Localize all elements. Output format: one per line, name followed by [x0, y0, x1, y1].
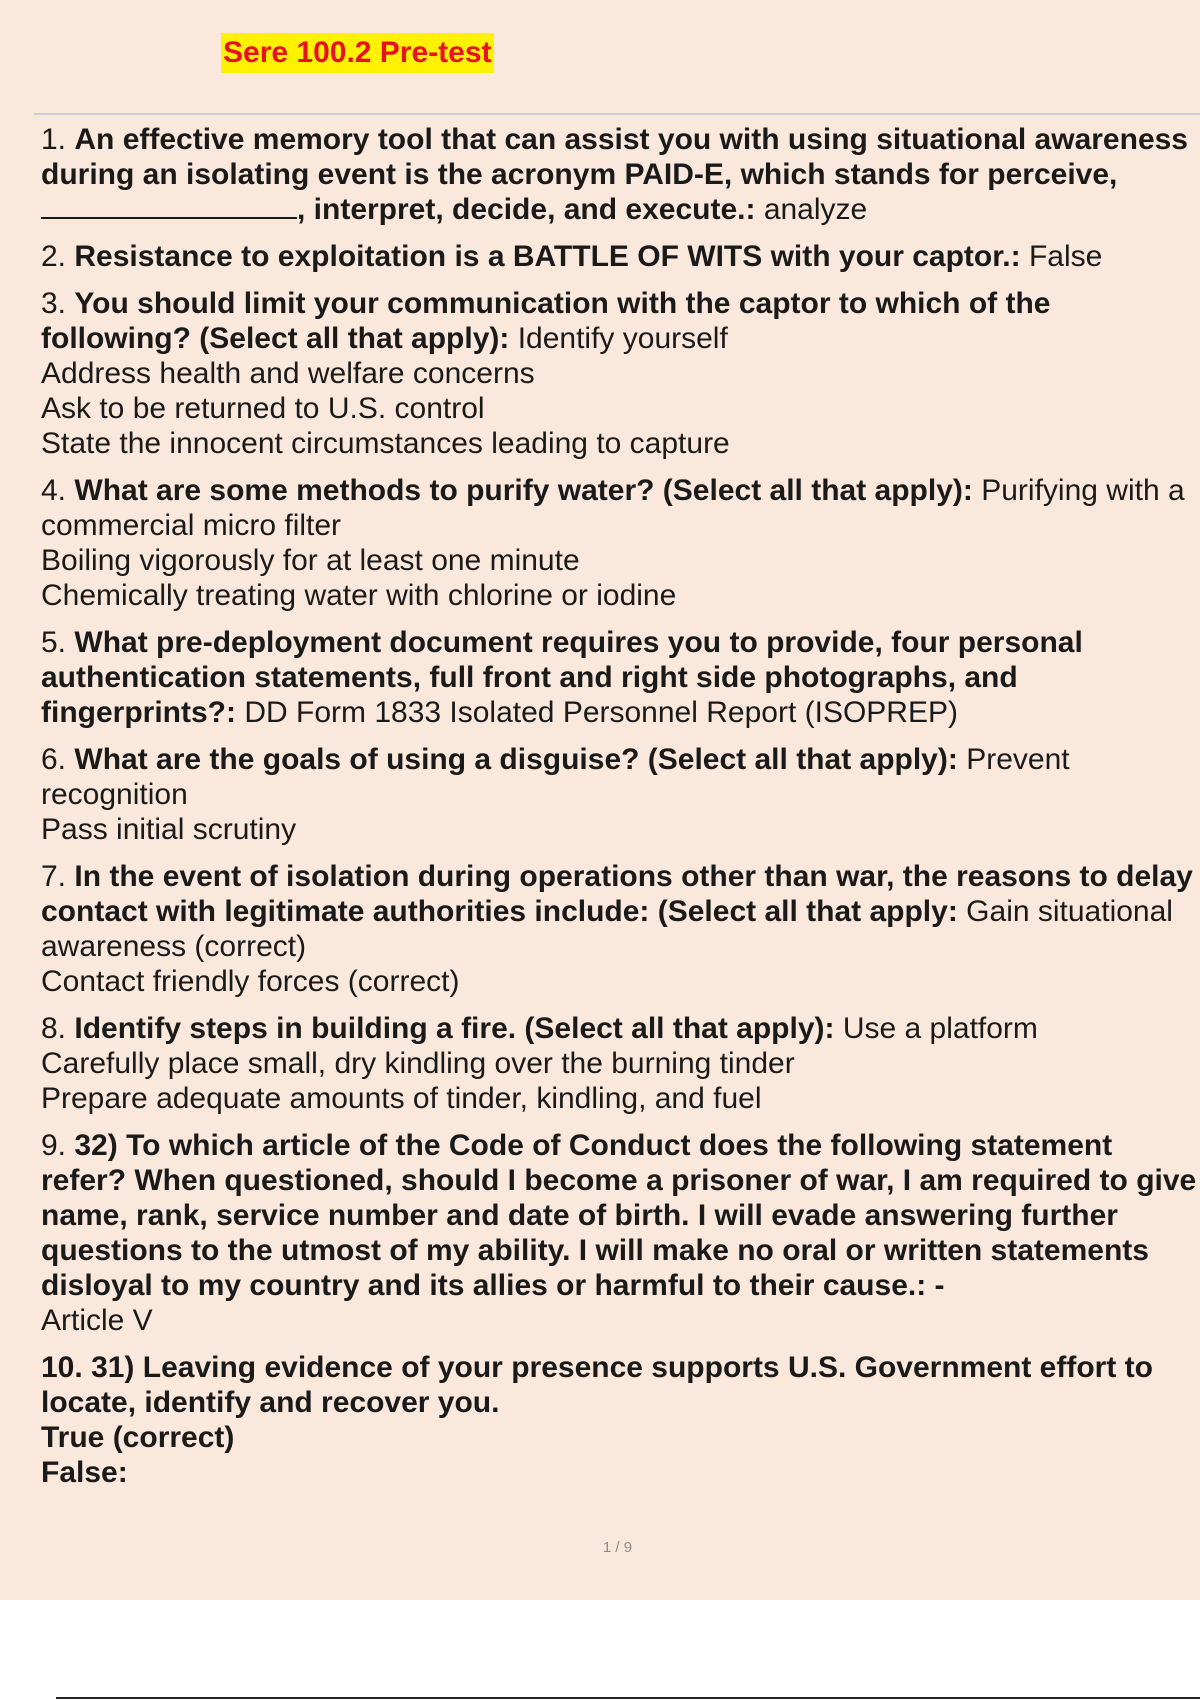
question-item-6	[41, 742, 1197, 847]
question-item-2	[41, 239, 1197, 274]
answer-line: Ask to be returned to U.S. control	[41, 392, 485, 425]
question-text: Resistance to exploitation is a BATTLE OF WITS with your captor.:	[74, 240, 1021, 273]
question-number: 10.	[41, 1351, 83, 1384]
question-number: 3.	[41, 287, 67, 320]
question-item-5	[41, 625, 1197, 730]
page-number: 1 / 9	[602, 1539, 633, 1556]
question-number: 1.	[41, 123, 67, 156]
question-text: 32) To which article of the Code of Conduct does the following statement refer? When questioned, should I become a prisoner of war, I am required to give name, rank, service number and date of birth. I will evade answering further questions to the utmost of my ability. I will make no oral or written statements disloyal to my country and its allies or harmful to their cause.: -	[41, 1129, 1197, 1302]
answer-line: Address health and welfare concerns	[41, 357, 535, 390]
question-item-10	[41, 1350, 1197, 1490]
question-text: You should limit your communication with the captor to which of the following? (Select all that apply):	[41, 287, 1051, 355]
question-text: In the event of isolation during operations other than war, the reasons to delay contact with legitimate authorities include: (Select all that apply:	[41, 860, 1193, 928]
question-item-9	[41, 1128, 1197, 1338]
answer-line: Carefully place small, dry kindling over the burning tinder	[41, 1047, 795, 1080]
header-divider	[34, 113, 1200, 115]
answer-text: False	[1028, 240, 1103, 273]
answer-text: analyze	[763, 193, 868, 226]
question-text-continued: , interpret, decide, and execute.:	[297, 193, 756, 226]
question-number: 4.	[41, 474, 67, 507]
answer-line: State the innocent circumstances leading to capture	[41, 427, 730, 460]
answer-text: Prevent recognition	[41, 743, 1070, 811]
question-text: 31) Leaving evidence of your presence supports U.S. Government effort to locate, identify and recover you.	[41, 1351, 1153, 1419]
question-item-8	[41, 1011, 1197, 1116]
question-text: An effective memory tool that can assist you with using situational awareness during an isolating event is the acronym PAID-E, which stands for perceive,	[41, 123, 1188, 191]
question-list	[41, 122, 1197, 1502]
answer-text: Article V	[41, 1304, 153, 1337]
question-number: 5.	[41, 626, 67, 659]
fill-in-blank	[41, 193, 297, 219]
question-number: 7.	[41, 860, 67, 893]
question-number: 8.	[41, 1012, 67, 1045]
question-item-3	[41, 286, 1197, 461]
answer-option-false: False:	[41, 1456, 128, 1489]
question-item-1	[41, 122, 1197, 227]
answer-text: DD Form 1833 Isolated Personnel Report (ISOPREP)	[244, 696, 958, 729]
question-item-7	[41, 859, 1197, 999]
answer-text: Use a platform	[842, 1012, 1038, 1045]
answer-line: Contact friendly forces (correct)	[41, 965, 460, 998]
question-number: 6.	[41, 743, 67, 776]
document-title: Sere 100.2 Pre-test	[221, 33, 494, 73]
question-number: 9.	[41, 1129, 67, 1162]
question-text: What pre-deployment document requires you to provide, four personal authentication statements, full front and right side photographs, and fingerprints?:	[41, 626, 1083, 729]
question-item-4	[41, 473, 1197, 613]
question-number: 2.	[41, 240, 67, 273]
answer-option-true: True (correct)	[41, 1421, 235, 1454]
question-text: What are the goals of using a disguise? (Select all that apply):	[74, 743, 958, 776]
answer-line: Prepare adequate amounts of tinder, kindling, and fuel	[41, 1082, 762, 1115]
answer-line: Pass initial scrutiny	[41, 813, 297, 846]
answer-line: Chemically treating water with chlorine or iodine	[41, 579, 677, 612]
next-page-divider	[56, 1697, 1200, 1699]
question-text: What are some methods to purify water? (Select all that apply):	[74, 474, 973, 507]
question-text: Identify steps in building a fire. (Select all that apply):	[74, 1012, 835, 1045]
answer-text: Identify yourself	[517, 322, 728, 355]
answer-text: Purifying with a commercial micro filter	[41, 474, 1185, 542]
answer-text: Gain situational awareness (correct)	[41, 895, 1173, 963]
answer-line: Boiling vigorously for at least one minute	[41, 544, 580, 577]
